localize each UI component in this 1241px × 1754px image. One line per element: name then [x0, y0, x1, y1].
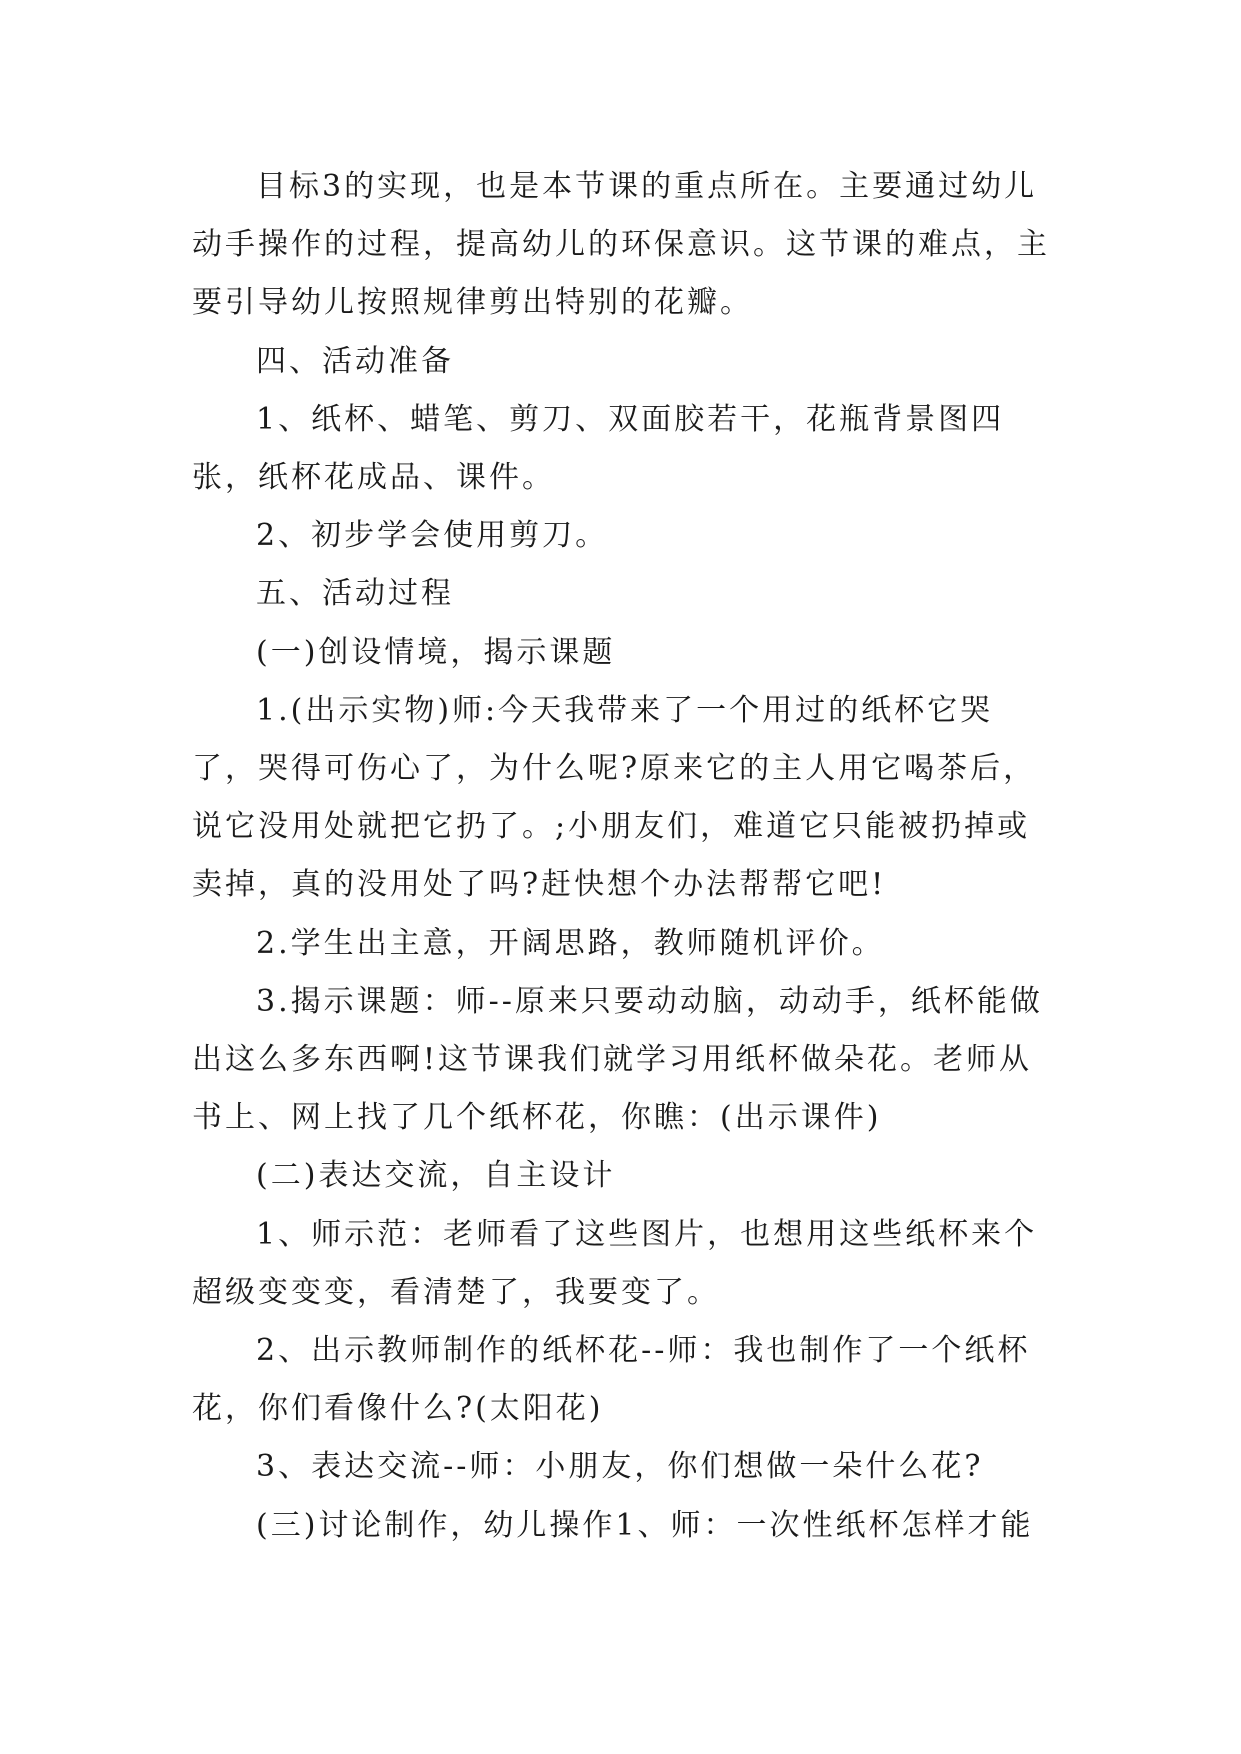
paragraph: 3、表达交流--师：小朋友，你们想做一朵什么花?	[256, 1449, 984, 1485]
paragraph: 1.(出示实物)师:今天我带来了一个用过的纸杯它哭了，哭得可伤心了，为什么呢?原来它的主人用它喝茶后，说它没用处就把它扔了。;小朋友们，难道它只能被扔掉或卖掉，真的没用处了吗?赶快想个办法帮帮它吧!	[192, 692, 1037, 903]
document-body	[192, 158, 1052, 1555]
subsection-heading: (二)表达交流，自主设计	[256, 1158, 616, 1194]
paragraph: 目标3的实现，也是本节课的重点所在。主要通过幼儿动手操作的过程，提高幼儿的环保意识。这节课的难点，主要引导幼儿按照规律剪出特别的花瓣。	[192, 169, 1050, 321]
paragraph: 3.揭示课题：师--原来只要动动脑，动动手，纸杯能做出这么多东西啊!这节课我们就学习用纸杯做朵花。老师从书上、网上找了几个纸杯花，你瞧：(出示课件)	[192, 983, 1043, 1136]
section-heading: 五、活动过程	[256, 576, 454, 612]
subsection-heading: (三)讨论制作，幼儿操作1、师：一次性纸杯怎样才能	[256, 1507, 1034, 1543]
section-heading: 四、活动准备	[256, 343, 454, 379]
paragraph: 2、初步学会使用剪刀。	[256, 518, 609, 554]
paragraph: 1、纸杯、蜡笔、剪刀、双面胶若干，花瓶背景图四张，纸杯花成品、课件。	[192, 401, 1005, 496]
paragraph: 2、出示教师制作的纸杯花--师：我也制作了一个纸杯花，你们看像什么?(太阳花)	[192, 1333, 1031, 1427]
paragraph: 2.学生出主意，开阔思路，教师随机评价。	[256, 925, 885, 961]
subsection-heading: (一)创设情境，揭示课题	[256, 634, 616, 670]
paragraph: 1、师示范：老师看了这些图片，也想用这些纸杯来个超级变变变，看清楚了，我要变了。	[192, 1216, 1038, 1310]
